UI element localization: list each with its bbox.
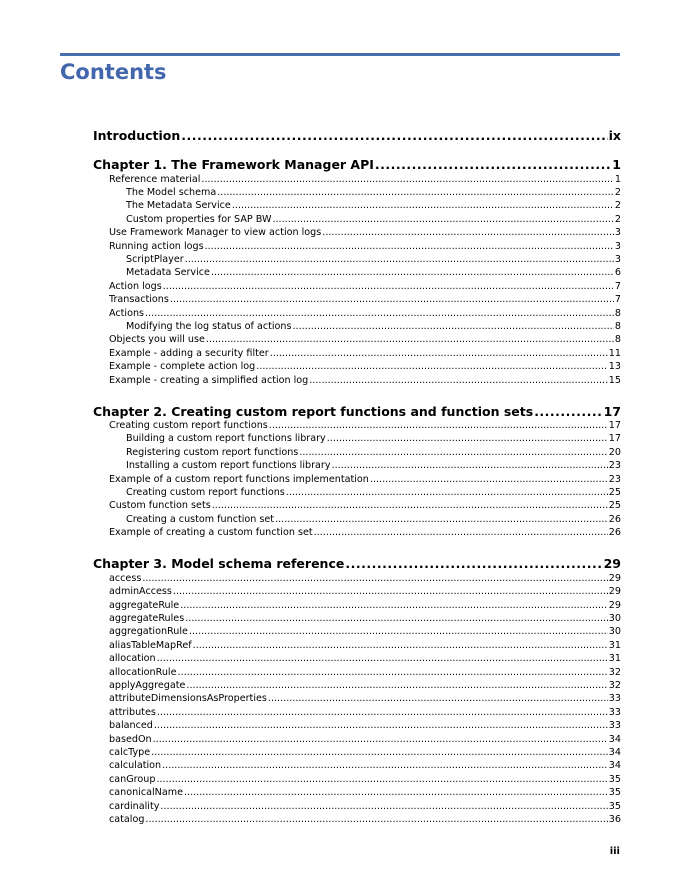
toc-entry[interactable]: [126, 321, 621, 332]
toc-entry-label: calcType: [109, 746, 151, 758]
toc-entry[interactable]: [109, 720, 621, 731]
toc-leader-dots: [217, 187, 614, 198]
toc-entry-label: Registering custom report functions: [126, 446, 299, 458]
toc-entry-page: 3: [614, 253, 621, 265]
toc-entry-label: Custom function sets: [109, 500, 211, 512]
toc-chapter-entry[interactable]: [93, 556, 621, 571]
toc-entry[interactable]: [109, 527, 621, 538]
toc-entry[interactable]: [109, 680, 621, 691]
toc-leader-dots: [286, 487, 608, 498]
toc-entry-label: attributes: [109, 706, 156, 718]
toc-entry[interactable]: [109, 600, 621, 611]
toc-entry-page: 25: [608, 500, 621, 512]
toc-entry[interactable]: [126, 214, 621, 225]
toc-entry[interactable]: [109, 801, 621, 812]
toc-entry-label: canonicalName: [109, 787, 183, 799]
toc-chapter-entry[interactable]: [93, 157, 621, 172]
toc-entry-page: 2: [614, 213, 621, 225]
toc-leader-dots: [153, 734, 608, 745]
toc-entry-page: 34: [608, 733, 621, 745]
top-rule: [60, 53, 620, 56]
toc-entry-label: catalog: [109, 813, 145, 825]
toc-leader-dots: [534, 404, 602, 419]
toc-entry[interactable]: [109, 613, 621, 624]
toc-entry[interactable]: [126, 447, 621, 458]
toc-entry[interactable]: [109, 308, 621, 319]
toc-entry-page: 33: [608, 706, 621, 718]
toc-entry[interactable]: [109, 814, 621, 825]
toc-entry-page: 36: [608, 813, 621, 825]
toc-entry-label: Creating custom report functions: [126, 487, 285, 498]
toc-entry-page: 17: [608, 420, 621, 431]
toc-entry-page: 29: [603, 556, 621, 572]
toc-entry-label: Example - complete action log: [109, 361, 256, 373]
toc-entry-label: Use Framework Manager to view action logs: [109, 227, 322, 239]
toc-leader-dots: [173, 586, 608, 597]
toc-entry[interactable]: [126, 487, 621, 498]
toc-entry[interactable]: [109, 334, 621, 345]
toc-entry[interactable]: [109, 348, 621, 359]
toc-entry[interactable]: [109, 500, 621, 511]
toc-leader-dots: [269, 420, 608, 431]
toc-leader-dots: [270, 348, 608, 359]
toc-entry-page: 33: [608, 720, 621, 732]
toc-entry[interactable]: [109, 573, 621, 584]
toc-entry-label: canGroup: [109, 773, 156, 785]
toc-entry[interactable]: [126, 267, 621, 278]
toc-entry-label: adminAccess: [109, 586, 172, 598]
toc-entry-page: 3: [614, 227, 621, 239]
toc-entry-label: ScriptPlayer: [126, 253, 184, 265]
toc-leader-dots: [332, 460, 608, 471]
toc-leader-dots: [299, 447, 607, 458]
toc-entry[interactable]: [109, 774, 621, 785]
toc-entry[interactable]: [109, 174, 621, 185]
toc-entry[interactable]: [109, 626, 621, 637]
toc-leader-dots: [142, 573, 607, 584]
toc-entry-label: Actions: [109, 307, 145, 319]
toc-entry[interactable]: [109, 227, 621, 238]
toc-leader-dots: [272, 214, 613, 225]
toc-leader-dots: [206, 334, 614, 345]
toc-entry[interactable]: [109, 653, 621, 664]
toc-entry-page: ix: [608, 128, 621, 143]
toc-leader-dots: [256, 361, 608, 372]
toc-entry-page: 20: [608, 446, 621, 458]
toc-entry-page: 26: [608, 513, 621, 525]
toc-leader-dots: [162, 760, 608, 771]
toc-entry-label: allocation: [109, 653, 156, 665]
toc-leader-dots: [201, 174, 613, 185]
toc-entry-label: Example - creating a simplified action log: [109, 374, 309, 386]
toc-entry-page: 29: [608, 572, 621, 584]
toc-leader-dots: [157, 707, 608, 718]
toc-entry-page: 7: [614, 294, 621, 306]
toc-entry-page: 33: [608, 693, 621, 705]
toc-entry[interactable]: [109, 474, 621, 485]
toc-entry-page: 23: [608, 460, 621, 472]
toc-entry[interactable]: [126, 254, 621, 265]
toc-entry-page: 13: [608, 361, 621, 373]
toc-entry-page: 32: [608, 666, 621, 678]
toc-leader-dots: [151, 747, 608, 758]
toc-entry[interactable]: [109, 693, 621, 704]
toc-entry-page: 2: [614, 200, 621, 212]
toc-entry-label: Installing a custom report functions library: [126, 460, 331, 472]
toc-entry-page: 6: [614, 267, 621, 279]
toc-leader-dots: [322, 227, 614, 238]
toc-entry-page: 17: [603, 403, 621, 419]
toc-entry-label: aggregateRules: [109, 612, 185, 624]
toc-entry-label: allocationRule: [109, 666, 177, 678]
toc-entry[interactable]: [109, 361, 621, 372]
toc-entry-label: applyAggregate: [109, 679, 186, 691]
toc-entry[interactable]: [109, 787, 621, 798]
toc-leader-dots: [185, 254, 614, 265]
toc-entry[interactable]: [126, 200, 621, 211]
toc-leader-dots: [193, 640, 608, 651]
toc-leader-dots: [309, 375, 608, 386]
toc-leader-dots: [184, 787, 608, 798]
toc-entry[interactable]: [126, 187, 621, 198]
toc-entry-label: basedOn: [109, 733, 152, 745]
toc-leader-dots: [156, 774, 607, 785]
toc-entry-label: aggregateRule: [109, 599, 180, 611]
toc-entry[interactable]: [109, 375, 621, 386]
toc-entry-label: Example - adding a security filter: [109, 347, 269, 359]
toc-entry[interactable]: [109, 707, 621, 718]
toc-leader-dots: [345, 556, 602, 571]
toc-entry-label: aggregationRule: [109, 626, 188, 638]
toc-entry-label: access: [109, 572, 142, 584]
toc-entry-label: The Model schema: [126, 186, 217, 198]
toc-entry-page: 23: [608, 473, 621, 485]
toc-entry-page: 30: [608, 626, 621, 638]
toc-leader-dots: [293, 321, 614, 332]
toc-leader-dots: [157, 653, 608, 664]
toc-entry-page: 31: [608, 639, 621, 651]
toc-leader-dots: [170, 294, 614, 305]
toc-entry-page: 35: [608, 773, 621, 785]
page-title: Contents: [60, 60, 167, 84]
toc-entry-label: The Metadata Service: [126, 200, 231, 212]
toc-leader-dots: [145, 814, 607, 825]
toc-entry-page: 8: [614, 320, 621, 332]
toc-entry[interactable]: [109, 420, 621, 431]
toc-entry-label: Metadata Service: [126, 267, 210, 279]
toc-leader-dots: [211, 267, 614, 278]
toc-leader-dots: [180, 600, 608, 611]
toc-entry-page: 2: [614, 186, 621, 198]
toc-leader-dots: [205, 241, 614, 252]
toc-entry-page: 17: [608, 433, 621, 445]
toc-entry-page: 1: [614, 173, 621, 185]
toc-entry-label: Creating a custom function set: [126, 513, 275, 525]
toc-entry-page: 11: [608, 347, 621, 359]
toc-entry[interactable]: [109, 667, 621, 678]
toc-leader-dots: [163, 281, 614, 292]
toc-entry[interactable]: [109, 747, 621, 758]
toc-leader-dots: [160, 801, 607, 812]
toc-entry-label: Creating custom report functions: [109, 420, 268, 431]
toc-entry-label: attributeDimensionsAsProperties: [109, 693, 267, 705]
toc-chapter-entry[interactable]: [93, 128, 621, 143]
toc-leader-dots: [154, 720, 608, 731]
toc-entry-label: Transactions: [109, 294, 169, 306]
toc-entry-page: 7: [614, 280, 621, 292]
toc-entry[interactable]: [126, 433, 621, 444]
toc-entry-label: aliasTableMapRef: [109, 639, 192, 651]
toc-entry-page: 15: [608, 374, 621, 386]
toc-entry-page: 29: [608, 586, 621, 598]
toc-leader-dots: [186, 680, 607, 691]
toc-entry[interactable]: [109, 734, 621, 745]
toc-entry[interactable]: [109, 760, 621, 771]
toc-entry[interactable]: [109, 294, 621, 305]
toc-entry-label: cardinality: [109, 800, 160, 812]
toc-leader-dots: [181, 128, 607, 143]
toc-entry-page: 35: [608, 787, 621, 799]
toc-entry-label: Example of a custom report functions implementation: [109, 473, 369, 485]
toc-entry-label: Custom properties for SAP BW: [126, 213, 272, 225]
page-number: iii: [609, 846, 620, 857]
toc-entry-page: 26: [608, 527, 621, 539]
toc-entry[interactable]: [126, 514, 621, 525]
toc-entry-label: Action logs: [109, 280, 162, 292]
toc-entry[interactable]: [109, 241, 621, 252]
toc-leader-dots: [212, 500, 608, 511]
toc-entry[interactable]: [109, 640, 621, 651]
toc-entry-label: calculation: [109, 760, 162, 772]
toc-leader-dots: [145, 308, 614, 319]
toc-entry-label: Example of creating a custom function set: [109, 527, 313, 539]
toc-entry-label: Reference material: [109, 173, 201, 185]
toc-entry-page: 1: [612, 157, 621, 172]
toc-entry-label: Chapter 3. Model schema reference: [93, 556, 345, 572]
toc-leader-dots: [268, 693, 608, 704]
toc-entry[interactable]: [126, 460, 621, 471]
toc-entry-page: 8: [614, 307, 621, 319]
toc-entry-label: Introduction: [93, 128, 181, 143]
toc-entry-page: 35: [608, 800, 621, 812]
toc-entry-page: 34: [608, 760, 621, 772]
toc-entry-page: 31: [608, 653, 621, 665]
toc-leader-dots: [178, 667, 608, 678]
toc-entry-page: 32: [608, 679, 621, 691]
toc-entry[interactable]: [109, 586, 621, 597]
toc-entry-page: 30: [608, 612, 621, 624]
toc-leader-dots: [185, 613, 608, 624]
toc-leader-dots: [327, 433, 608, 444]
toc-leader-dots: [375, 157, 611, 172]
toc-entry-label: Chapter 2. Creating custom report functions and function sets: [93, 403, 534, 419]
toc-entry-label: Building a custom report functions library: [126, 433, 326, 445]
toc-leader-dots: [189, 626, 608, 637]
toc-entry[interactable]: [109, 281, 621, 292]
toc-entry-label: Objects you will use: [109, 334, 205, 346]
toc-entry-page: 29: [608, 599, 621, 611]
toc-leader-dots: [314, 527, 608, 538]
toc-entry-label: Modifying the log status of actions: [126, 320, 292, 332]
toc-entry-page: 25: [608, 487, 621, 498]
toc-entry-label: balanced: [109, 720, 153, 732]
toc-leader-dots: [275, 514, 608, 525]
toc-entry-page: 8: [614, 334, 621, 346]
toc-entry-page: 3: [614, 240, 621, 252]
toc-leader-dots: [232, 200, 614, 211]
toc-chapter-entry[interactable]: [93, 404, 621, 419]
toc-entry-label: Chapter 1. The Framework Manager API: [93, 157, 374, 172]
toc-entry-label: Running action logs: [109, 240, 204, 252]
toc-leader-dots: [370, 474, 608, 485]
toc-entry-page: 34: [608, 746, 621, 758]
